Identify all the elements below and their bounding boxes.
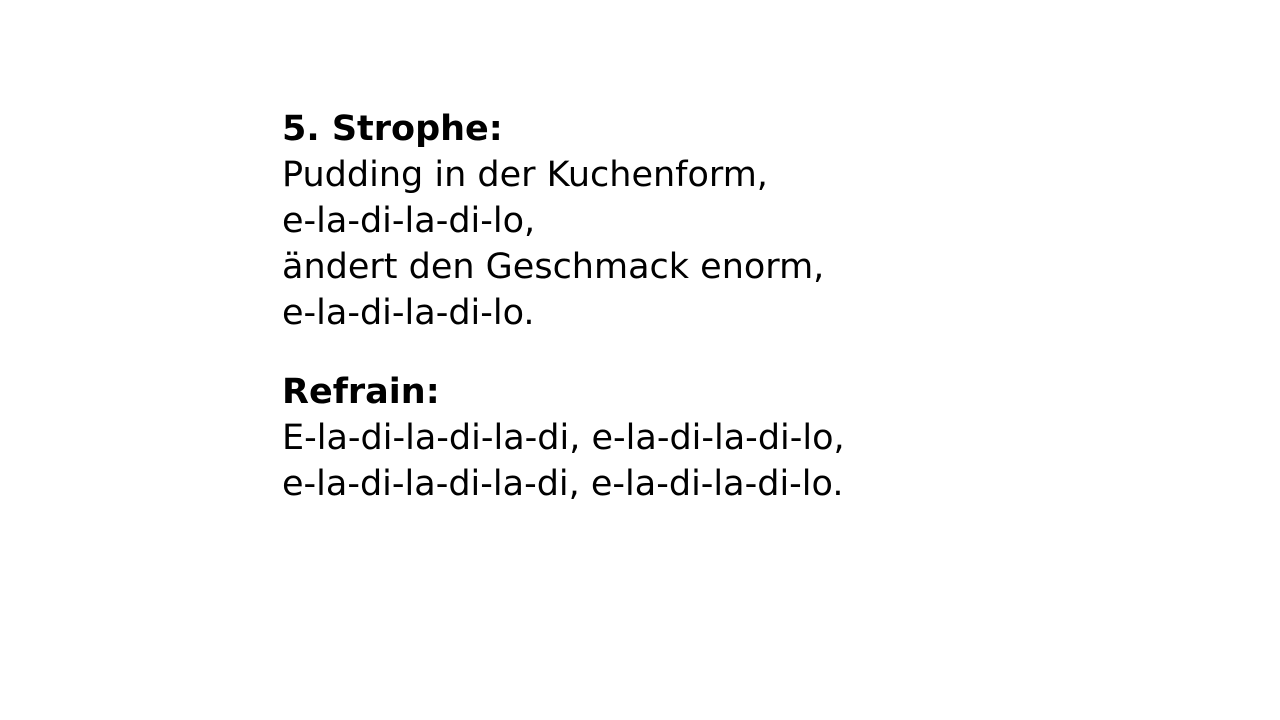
refrain-heading: Refrain: — [282, 372, 440, 412]
refrain-line: e-la-di-la-di-la-di, e-la-di-la-di-lo. — [282, 464, 844, 504]
refrain-line: E-la-di-la-di-la-di, e-la-di-la-di-lo, — [282, 418, 845, 458]
verse-line: Pudding in der Kuchenform, — [282, 155, 768, 195]
verse-stanza — [282, 106, 845, 336]
verse-line: e-la-di-la-di-lo. — [282, 293, 535, 333]
refrain-stanza — [282, 369, 845, 507]
verse-line: ändert den Geschmack enorm, — [282, 247, 825, 287]
verse-heading: 5. Strophe: — [282, 109, 503, 149]
lyrics-text-block — [282, 106, 845, 507]
verse-line: e-la-di-la-di-lo, — [282, 201, 536, 241]
